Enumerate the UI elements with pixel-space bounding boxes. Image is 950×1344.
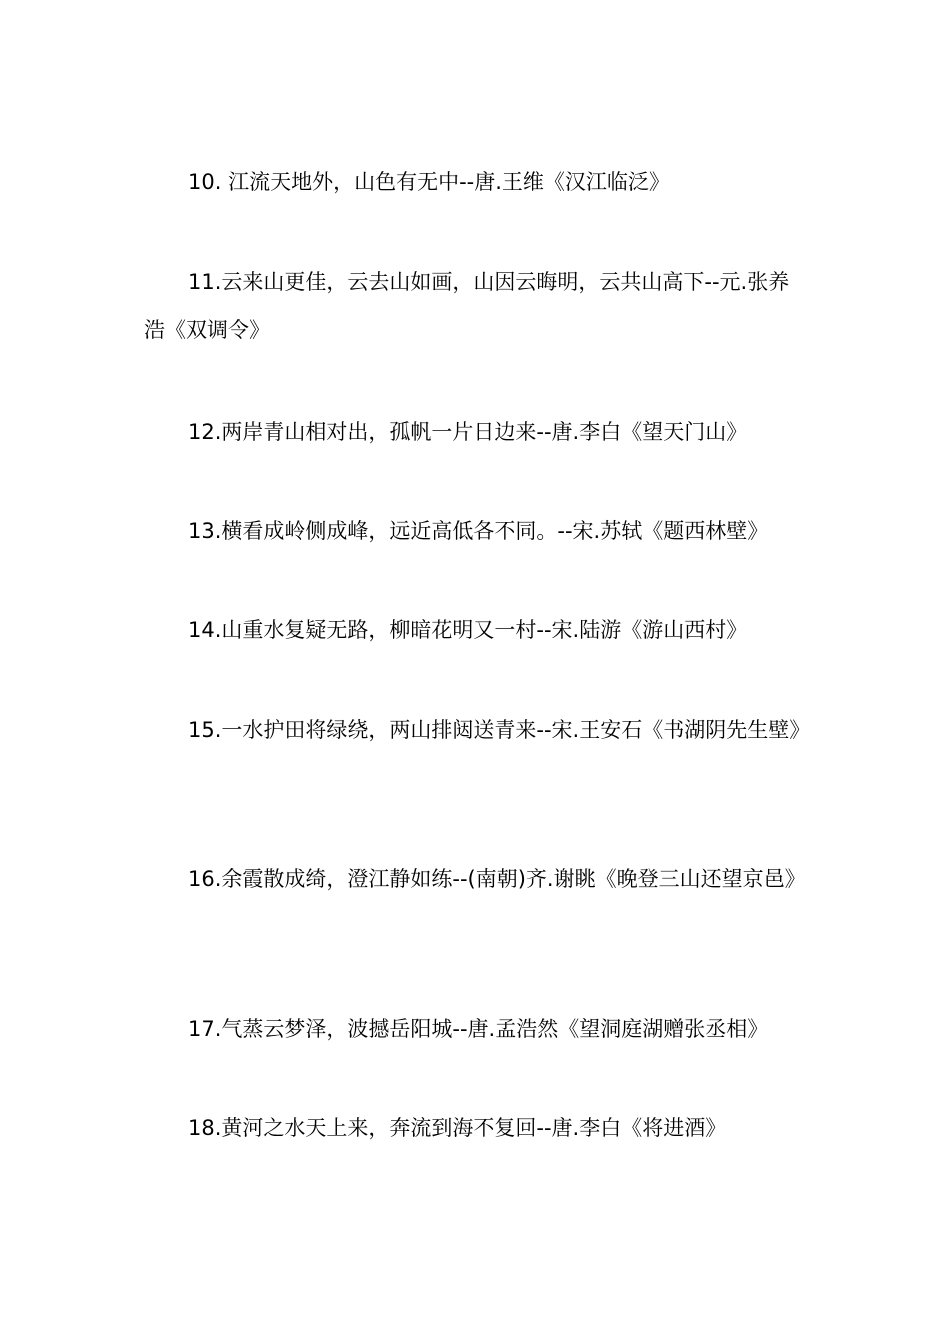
poem-line-16: 16.余霞散成绮，澄江静如练--(南朝)齐.谢眺《晚登三山还望京邑》 bbox=[188, 867, 806, 891]
poem-line-14: 14.山重水复疑无路，柳暗花明又一村--宋.陆游《游山西村》 bbox=[188, 618, 748, 642]
poem-line-18: 18.黄河之水天上来，奔流到海不复回--唐.李白《将进酒》 bbox=[188, 1116, 727, 1140]
poem-line-10: 10. 江流天地外，山色有无中--唐.王维《汉江临泛》 bbox=[188, 170, 670, 194]
poem-line-15: 15.一水护田将绿绕，两山排闼送青来--宋.王安石《书湖阴先生壁》 bbox=[188, 718, 811, 742]
poem-line-13: 13.横看成岭侧成峰，远近高低各不同。--宋.苏轼《题西林壁》 bbox=[188, 519, 769, 543]
poem-line-11: 11.云来山更佳，云去山如画，山因云晦明，云共山高下--元.张养浩《双调令》 bbox=[144, 270, 790, 342]
poem-line-12: 12.两岸青山相对出，孤帆一片日边来--唐.李白《望天门山》 bbox=[188, 420, 748, 444]
poem-line-17: 17.气蒸云梦泽，波撼岳阳城--唐.孟浩然《望洞庭湖赠张丞相》 bbox=[188, 1017, 769, 1041]
